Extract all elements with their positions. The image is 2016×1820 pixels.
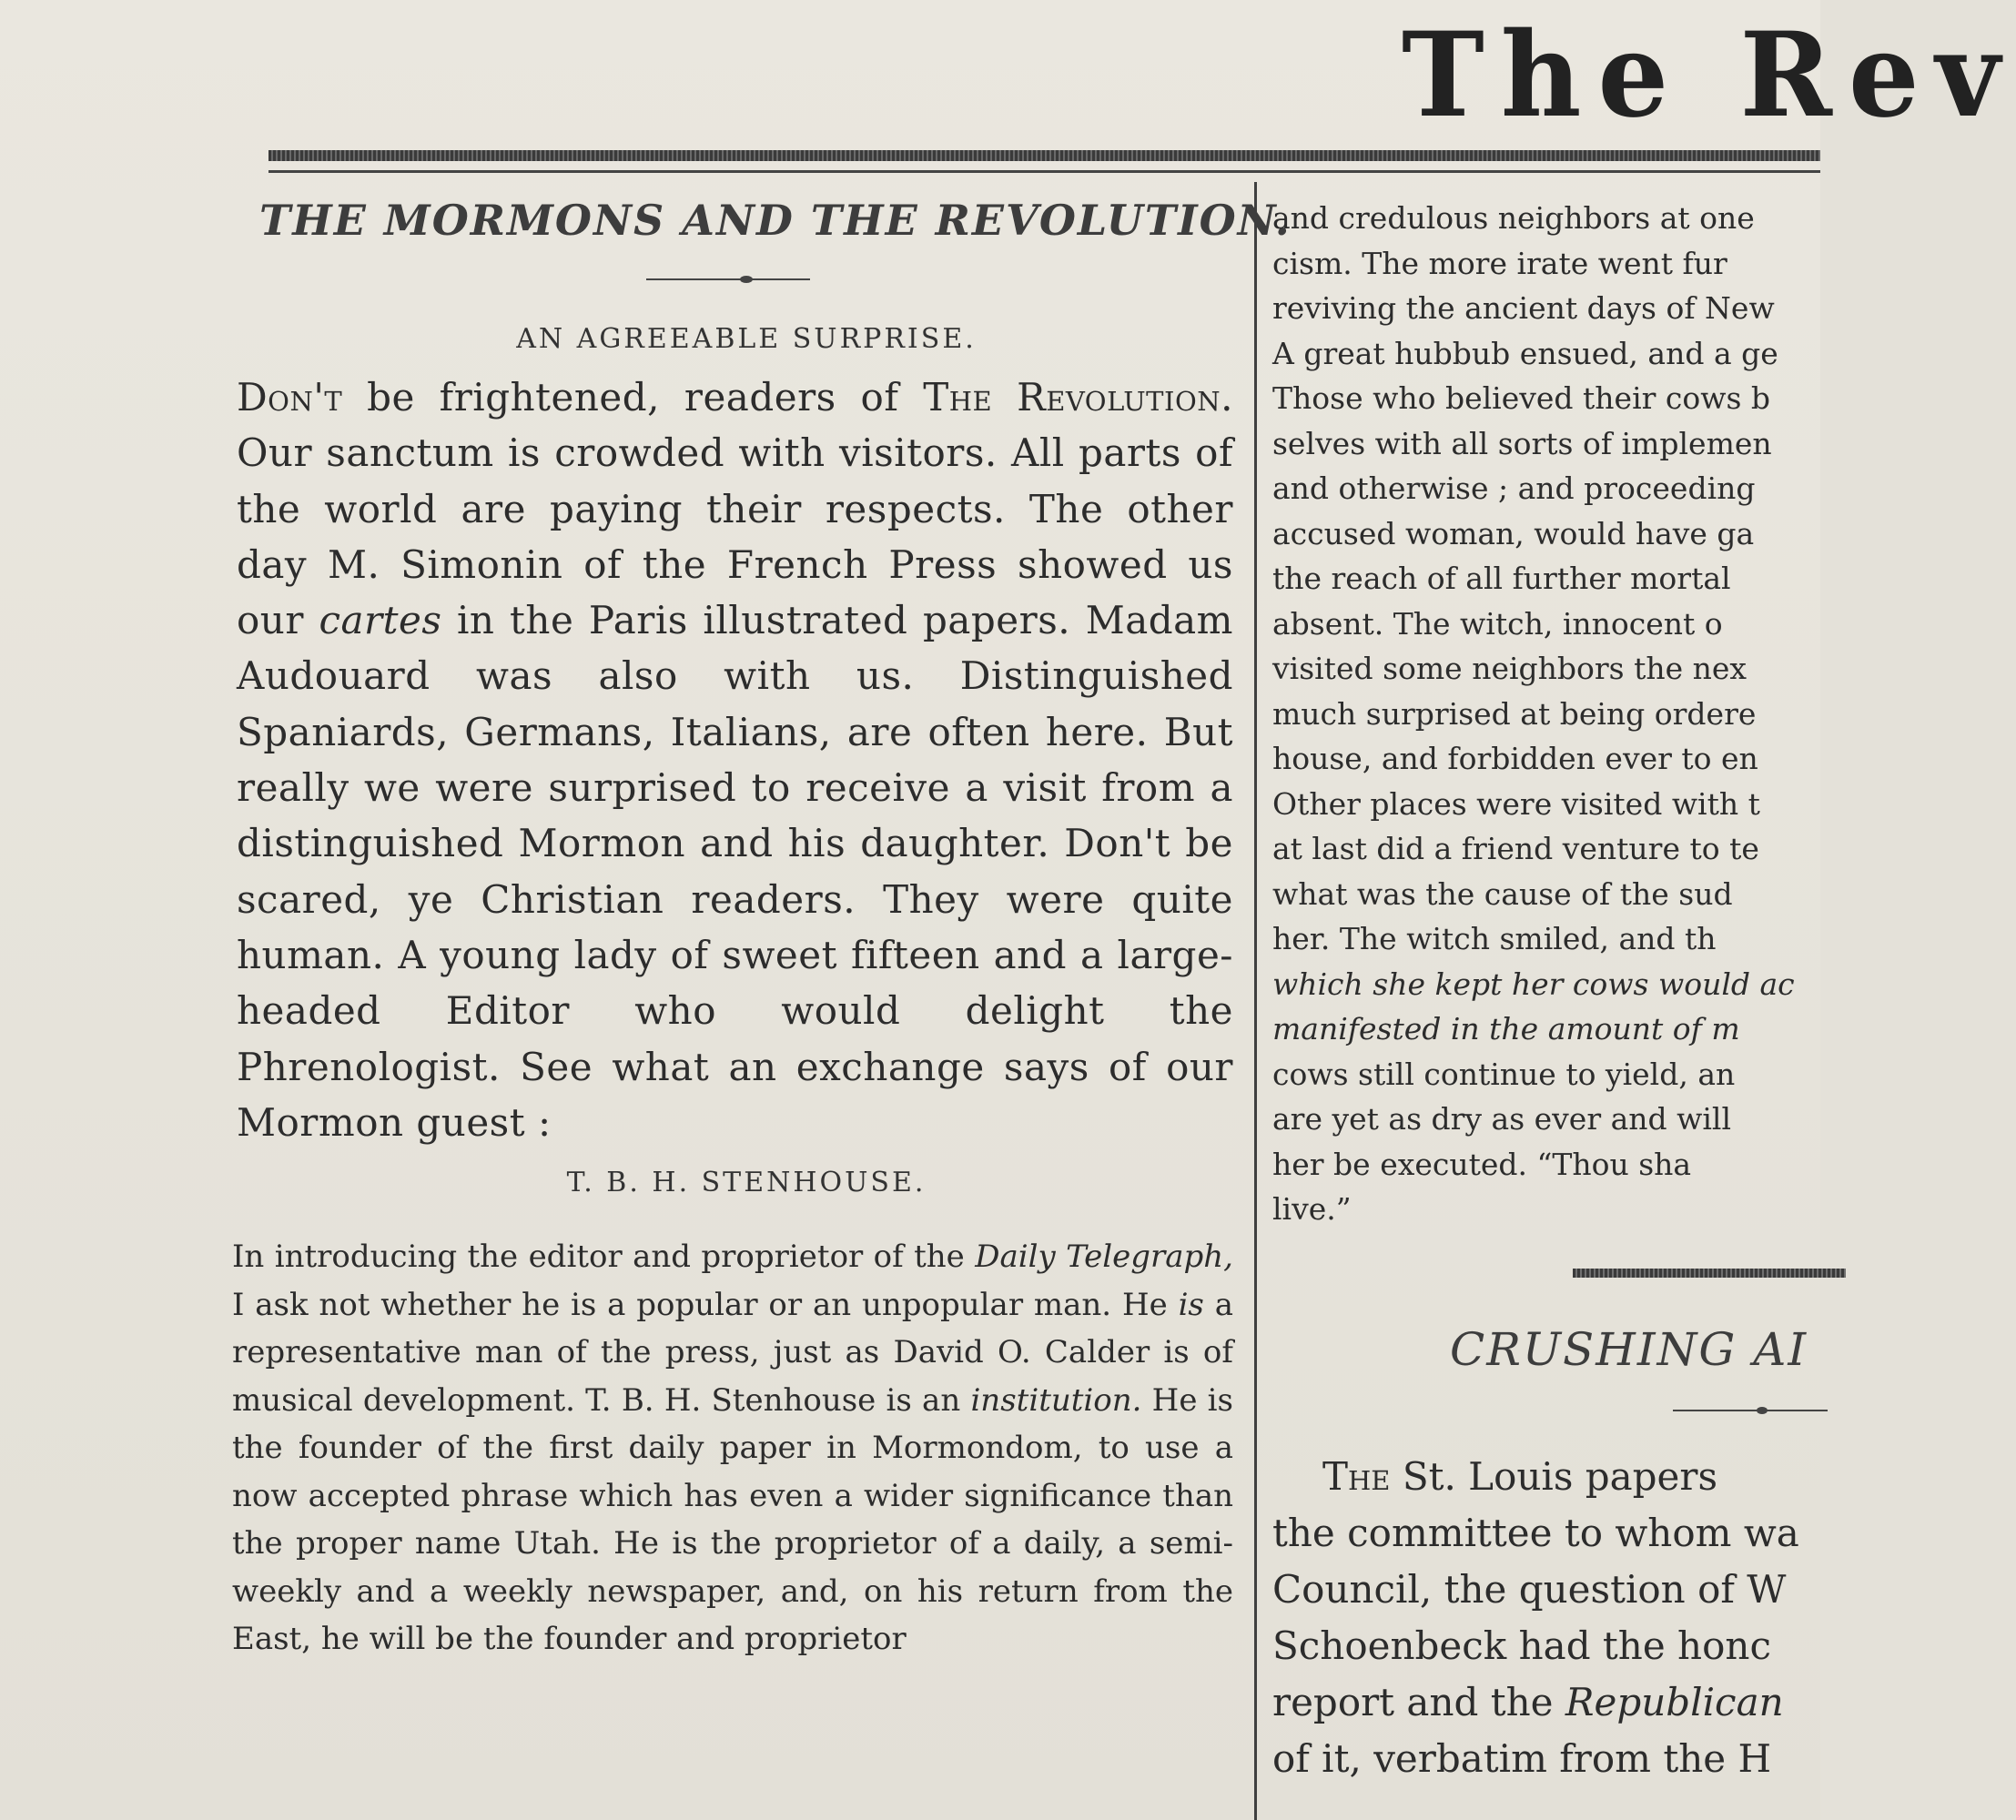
second-title-ornament <box>1673 1403 1828 1418</box>
text-line: Other places were visited with t <box>1272 785 1760 822</box>
paragraph-text: St. Louis papers <box>1390 1453 1718 1499</box>
italic-word: is <box>1178 1286 1204 1323</box>
publication-name: The Revolution. <box>923 375 1233 420</box>
paragraph-text: report and the <box>1272 1679 1565 1724</box>
italic-text-line: manifested in the amount of m <box>1272 1011 1740 1046</box>
article-paragraph-1 <box>223 369 1233 1150</box>
text-line: are yet as dry as ever and will <box>1272 1101 1732 1137</box>
text-line: Schoenbeck had the honc <box>1272 1623 1771 1668</box>
text-line: Council, the question of W <box>1272 1566 1787 1612</box>
right-article-column <box>1272 196 1820 1820</box>
paragraph-text: a representative man of the press, just as David O. Calder is of musical development. T. B. H. Stenhouse is an <box>232 1286 1233 1419</box>
column-divider <box>1254 182 1257 1820</box>
text-line: her. The witch smiled, and th <box>1272 921 1717 956</box>
text-line: live.” <box>1272 1191 1352 1227</box>
text-line <box>1272 1674 1820 1731</box>
italic-word: institution. <box>970 1381 1142 1419</box>
paragraph-text: I ask not whether he is a popular or an unpopular man. He <box>232 1286 1179 1323</box>
left-article-column <box>223 196 1292 1820</box>
text-line: reviving the ancient days of New <box>1272 290 1775 326</box>
section-subhead: T. B. H. STENHOUSE. <box>566 1167 927 1199</box>
article-paragraph-2 <box>223 1233 1233 1663</box>
italic-word: cartes <box>319 598 442 643</box>
text-line: accused woman, would have ga <box>1272 515 1755 551</box>
text-line <box>1272 1449 1820 1505</box>
text-line: and otherwise ; and proceeding <box>1272 470 1756 506</box>
text-line: cows still continue to yield, an <box>1272 1056 1736 1092</box>
paragraph-text: He is the founder of the first daily paper in Mormondom, to use a now accepted phrase which has even a wider significance than the proper name Utah. He is the proprietor of a daily, a semi-weekly and a weekly newspaper, and, on his return from the East, he will be the founder and proprietor <box>232 1381 1233 1658</box>
section-separator-rule <box>1573 1269 1846 1278</box>
text-line: of it, verbatim from the H <box>1272 1735 1772 1781</box>
text-line: absent. The witch, innocent o <box>1272 605 1723 642</box>
right-column-text <box>1272 196 1820 1232</box>
drop-lead-word: The <box>1322 1453 1391 1499</box>
paragraph-text: be frightened, readers of <box>342 375 924 420</box>
drop-lead-word: Don't <box>237 375 343 420</box>
article-title: THE MORMONS AND THE REVOLUTION. <box>259 196 1292 245</box>
title-ornament <box>646 272 810 287</box>
paragraph-text: in the Paris illustrated papers. Madam Audouard was also with us. Distinguished Spaniards, Germans, Italians, are often here. But really we were surprised to receive a visit from a distinguished Mormon and his daughter. Don't be scared, ye Christian readers. They were quite human. A young lady of sweet fifteen and a large-headed Editor who would delight the Phrenologist. See what an exchange says of our Mormon guest : <box>237 598 1234 1145</box>
text-line: the reach of all further mortal <box>1272 561 1731 596</box>
text-line: A great hubbub ensued, and a ge <box>1272 335 1778 371</box>
text-line: visited some neighbors the nex <box>1272 651 1748 686</box>
second-article-title: CRUSHING AI <box>1450 1322 1808 1376</box>
text-line: at last did a friend venture to te <box>1272 831 1759 866</box>
italic-newspaper-name: Republican <box>1565 1679 1784 1724</box>
text-line: her be executed. “Thou sha <box>1272 1146 1692 1182</box>
text-line: selves with all sorts of implemen <box>1272 425 1772 461</box>
masthead-thick-rule <box>268 150 1820 161</box>
italic-newspaper-name: Daily Telegraph, <box>975 1239 1233 1276</box>
paragraph-text: In introducing the editor and proprietor of the <box>232 1239 976 1276</box>
italic-text-line: which she kept her cows would ac <box>1272 966 1795 1002</box>
text-line: and credulous neighbors at one <box>1272 200 1755 236</box>
text-line: house, and forbidden ever to en <box>1272 741 1758 776</box>
text-line: the committee to whom wa <box>1272 1510 1799 1555</box>
masthead-title: The Rev <box>1402 5 2016 144</box>
second-article-text <box>1272 1449 1820 1787</box>
text-line: Those who believed their cows b <box>1272 380 1771 416</box>
article-subhead: AN AGREEABLE SURPRISE. <box>516 323 977 355</box>
paragraph-text: Our sanctum is crowded with visitors. All parts of the world are paying their respects. The other day M. Simonin of the French Press showed us our <box>237 430 1233 643</box>
text-line: much surprised at being ordere <box>1272 695 1757 732</box>
text-line: cism. The more irate went fur <box>1272 245 1727 281</box>
masthead-thin-rule <box>268 170 1820 173</box>
text-line: what was the cause of the sud <box>1272 875 1733 912</box>
